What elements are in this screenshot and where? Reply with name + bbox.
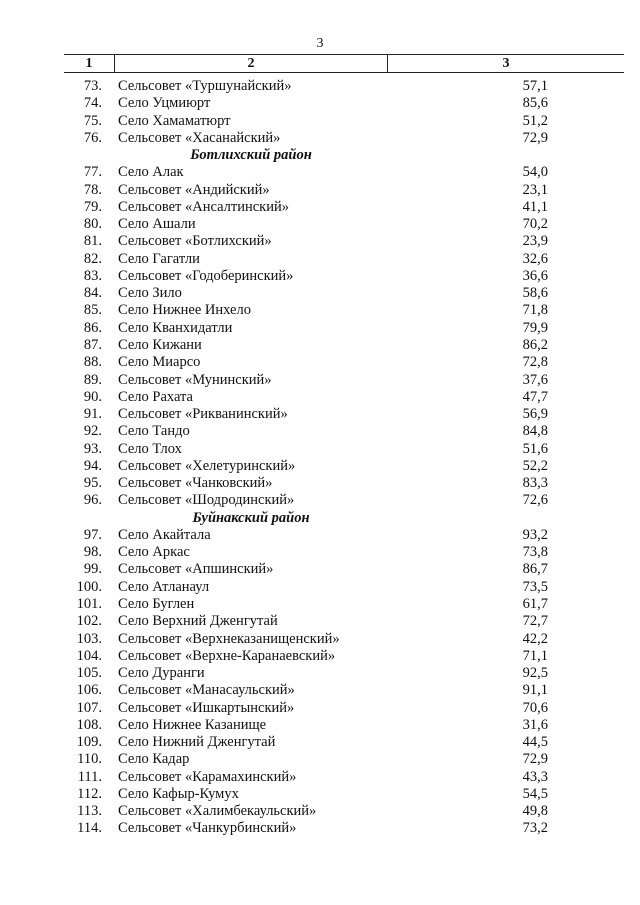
table-row	[64, 786, 624, 803]
table-row	[64, 579, 624, 596]
row-value: 79,9	[522, 319, 548, 336]
row-value: 58,6	[522, 285, 548, 302]
settlement-name: Село Гагатли	[118, 250, 200, 267]
settlement-name: Село Уцмиюрт	[118, 95, 211, 112]
table-row	[64, 130, 624, 147]
row-number: 104.	[76, 647, 102, 664]
row-number: 84.	[83, 285, 102, 302]
header-col-3: 3	[502, 56, 510, 71]
settlement-name: Сельсовет «Верхнеказанищенский»	[118, 630, 340, 647]
row-value: 73,8	[522, 544, 548, 561]
settlement-name: Сельсовет «Годоберинский»	[118, 267, 294, 284]
row-number: 106.	[76, 682, 102, 699]
row-number: 97.	[83, 526, 102, 543]
table-row	[64, 113, 624, 130]
row-number: 90.	[83, 388, 102, 405]
row-number: 103.	[76, 630, 102, 647]
row-number: 100.	[76, 578, 102, 595]
settlement-name: Сельсовет «Ишкартынский»	[118, 699, 295, 716]
row-value: 71,8	[522, 302, 548, 319]
row-number: 87.	[83, 336, 102, 353]
row-value: 72,6	[522, 492, 548, 509]
table-row	[64, 527, 624, 544]
settlement-name: Сельсовет «Чанкурбинский»	[118, 820, 297, 837]
table-row	[64, 302, 624, 319]
row-value: 23,1	[522, 181, 548, 198]
table-row	[64, 492, 624, 509]
row-value: 73,2	[522, 820, 548, 837]
row-value: 44,5	[522, 734, 548, 751]
row-value: 57,1	[522, 78, 548, 94]
row-value: 51,2	[522, 112, 548, 129]
page-number: 3	[316, 36, 324, 51]
row-value: 83,3	[522, 475, 548, 492]
row-value: 41,1	[522, 198, 548, 215]
row-value: 73,5	[522, 578, 548, 595]
table-row	[64, 285, 624, 302]
district-heading: Ботлихский район	[190, 147, 312, 164]
table-row	[64, 700, 624, 717]
settlement-name: Село Кванхидатли	[118, 319, 233, 336]
settlement-name: Село Нижний Дженгутай	[118, 734, 276, 751]
row-number: 74.	[83, 95, 102, 112]
settlement-name: Село Рахата	[118, 388, 193, 405]
settlement-name: Село Акайтала	[118, 526, 211, 543]
row-value: 72,9	[522, 751, 548, 768]
row-number: 77.	[83, 164, 102, 181]
row-value: 71,1	[522, 647, 548, 664]
table-row	[64, 475, 624, 492]
table-row	[64, 251, 624, 268]
row-number: 114.	[77, 820, 102, 837]
table-row	[64, 354, 624, 371]
settlement-name: Село Буглен	[118, 595, 195, 612]
row-value: 23,9	[522, 233, 548, 250]
settlement-name: Село Тлох	[118, 440, 182, 457]
settlement-name: Село Нижнее Казанище	[118, 716, 267, 733]
settlement-name: Сельсовет «Мунинский»	[118, 371, 272, 388]
row-value: 37,6	[522, 371, 548, 388]
settlement-name: Сельсовет «Чанковский»	[118, 475, 273, 492]
row-value: 92,5	[522, 665, 548, 682]
table-row	[64, 78, 624, 95]
table-row	[64, 769, 624, 786]
table-row	[64, 233, 624, 250]
table-row	[64, 199, 624, 216]
row-value: 54,0	[522, 164, 548, 181]
row-value: 85,6	[522, 95, 548, 112]
settlement-name: Село Нижнее Инхело	[118, 302, 251, 319]
row-value: 93,2	[522, 526, 548, 543]
table-row	[64, 182, 624, 199]
settlement-name: Село Хамаматюрт	[118, 112, 231, 129]
table-row	[64, 561, 624, 578]
row-number: 80.	[83, 216, 102, 233]
table-row	[64, 734, 624, 751]
settlement-name: Село Миарсо	[118, 354, 201, 371]
settlements-table	[64, 78, 624, 838]
table-row	[64, 648, 624, 665]
row-number: 99.	[83, 561, 102, 578]
settlement-name: Село Алак	[118, 164, 184, 181]
table-row	[64, 820, 624, 837]
settlement-name: Сельсовет «Ботлихский»	[118, 233, 272, 250]
settlement-name: Село Дуранги	[118, 665, 205, 682]
table-row	[64, 544, 624, 561]
row-value: 72,8	[522, 354, 548, 371]
table-row	[64, 441, 624, 458]
row-value: 70,6	[522, 699, 548, 716]
row-value: 72,7	[522, 613, 548, 630]
row-number: 102.	[76, 613, 102, 630]
row-number: 112.	[77, 785, 102, 802]
settlement-name: Сельсовет «Рикванинский»	[118, 406, 288, 423]
row-value: 72,9	[522, 129, 548, 146]
table-row	[64, 631, 624, 648]
table-row	[64, 216, 624, 233]
header-col-2: 2	[114, 55, 388, 72]
table-row	[64, 372, 624, 389]
row-number: 101.	[76, 595, 102, 612]
settlement-name: Село Кадар	[118, 751, 190, 768]
settlement-name: Сельсовет «Ансалтинский»	[118, 198, 289, 215]
settlement-name: Сельсовет «Карамахинский»	[118, 768, 297, 785]
table-row	[64, 406, 624, 423]
row-number: 81.	[83, 233, 102, 250]
row-number: 95.	[83, 475, 102, 492]
table-row	[64, 268, 624, 285]
row-number: 93.	[83, 440, 102, 457]
table-row	[64, 682, 624, 699]
table-row	[64, 458, 624, 475]
row-value: 49,8	[522, 803, 548, 820]
row-number: 82.	[83, 250, 102, 267]
settlement-name: Село Атланаул	[118, 578, 210, 595]
row-number: 88.	[83, 354, 102, 371]
row-number: 105.	[76, 665, 102, 682]
row-value: 61,7	[522, 595, 548, 612]
row-number: 76.	[83, 129, 102, 146]
settlement-name: Село Верхний Дженгутай	[118, 613, 278, 630]
row-value: 54,5	[522, 785, 548, 802]
row-number: 113.	[77, 803, 102, 820]
settlement-name: Сельсовет «Туршунайский»	[118, 78, 292, 94]
row-number: 92.	[83, 423, 102, 440]
row-number: 83.	[83, 267, 102, 284]
settlement-name: Сельсовет «Халимбекаульский»	[118, 803, 317, 820]
row-number: 107.	[76, 699, 102, 716]
table-row	[64, 803, 624, 820]
settlement-name: Село Зило	[118, 285, 182, 302]
table-row	[64, 389, 624, 406]
row-value: 32,6	[522, 250, 548, 267]
table-row	[64, 164, 624, 181]
row-value: 31,6	[522, 716, 548, 733]
row-number: 96.	[83, 492, 102, 509]
table-row	[64, 423, 624, 440]
settlement-name: Сельсовет «Апшинский»	[118, 561, 274, 578]
row-number: 86.	[83, 319, 102, 336]
row-value: 86,7	[522, 561, 548, 578]
settlement-name: Сельсовет «Манасаульский»	[118, 682, 295, 699]
settlement-name: Село Аркас	[118, 544, 190, 561]
row-number: 89.	[83, 371, 102, 388]
row-number: 108.	[76, 716, 102, 733]
table-header	[64, 54, 624, 73]
settlement-name: Село Кижани	[118, 336, 202, 353]
table-row	[64, 717, 624, 734]
row-number: 78.	[83, 181, 102, 198]
settlement-name: Сельсовет «Хелетуринский»	[118, 457, 296, 474]
row-number: 73.	[83, 78, 102, 94]
header-col-1: 1	[85, 56, 93, 71]
row-value: 70,2	[522, 216, 548, 233]
row-number: 91.	[83, 406, 102, 423]
row-number: 85.	[83, 302, 102, 319]
row-value: 52,2	[522, 457, 548, 474]
row-number: 110.	[77, 751, 102, 768]
table-row	[64, 596, 624, 613]
table-row	[64, 320, 624, 337]
table-row	[64, 751, 624, 768]
row-value: 43,3	[522, 768, 548, 785]
settlement-name: Сельсовет «Шодродинский»	[118, 492, 295, 509]
row-number: 75.	[83, 112, 102, 129]
row-number: 94.	[83, 457, 102, 474]
settlement-name: Село Ашали	[118, 216, 196, 233]
settlement-name: Село Кафыр-Кумух	[118, 785, 239, 802]
table-row	[64, 665, 624, 682]
settlement-name: Сельсовет «Верхне-Каранаевский»	[118, 647, 336, 664]
settlement-name: Село Тандо	[118, 423, 190, 440]
table-row	[64, 337, 624, 354]
row-value: 56,9	[522, 406, 548, 423]
row-value: 84,8	[522, 423, 548, 440]
row-value: 51,6	[522, 440, 548, 457]
row-value: 47,7	[522, 388, 548, 405]
row-value: 91,1	[522, 682, 548, 699]
row-value: 86,2	[522, 336, 548, 353]
district-heading: Буйнакский район	[192, 509, 310, 526]
row-number: 98.	[83, 544, 102, 561]
table-row	[64, 95, 624, 112]
row-number: 111.	[77, 768, 102, 785]
row-number: 79.	[83, 198, 102, 215]
table-row	[64, 613, 624, 630]
row-number: 109.	[76, 734, 102, 751]
row-value: 36,6	[522, 267, 548, 284]
settlement-name: Сельсовет «Андийский»	[118, 181, 270, 198]
settlement-name: Сельсовет «Хасанайский»	[118, 129, 281, 146]
row-value: 42,2	[522, 630, 548, 647]
